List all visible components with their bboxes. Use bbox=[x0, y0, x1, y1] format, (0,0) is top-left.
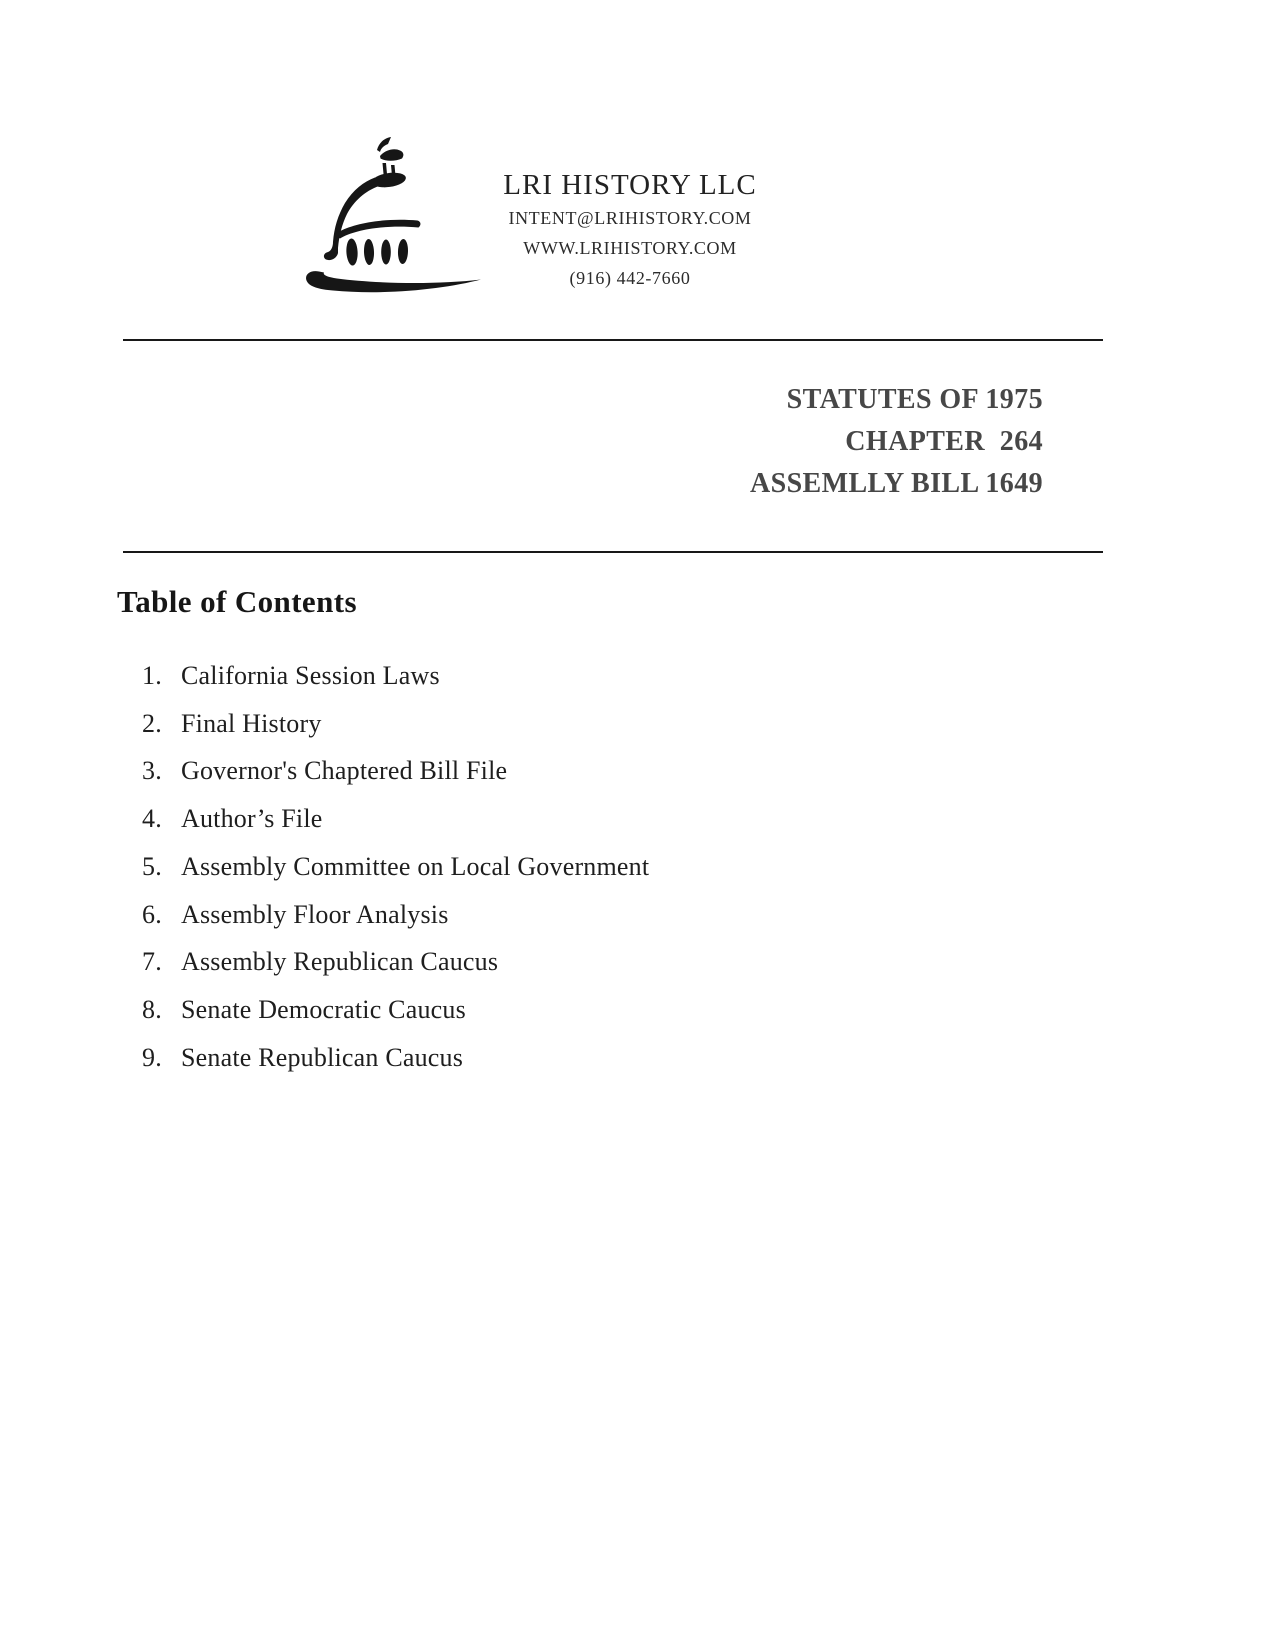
toc-list bbox=[142, 652, 649, 1081]
toc-item-number: 9. bbox=[142, 1042, 162, 1072]
toc-item-number: 8. bbox=[142, 994, 162, 1024]
logo-tick-1 bbox=[383, 163, 388, 174]
toc-item-number: 7. bbox=[142, 947, 162, 977]
company-website: WWW.LRIHISTORY.COM bbox=[523, 238, 737, 258]
toc-item-label: California Session Laws bbox=[181, 661, 440, 690]
title-line-bill: ASSEMLLY BILL 1649 bbox=[749, 468, 1043, 499]
company-email: INTENT@LRIHISTORY.COM bbox=[508, 208, 752, 228]
toc-item bbox=[142, 795, 649, 843]
horizontal-rule-top bbox=[123, 339, 1103, 341]
toc-item-label: Assembly Republican Caucus bbox=[181, 947, 499, 977]
toc-item bbox=[142, 891, 649, 939]
toc-item bbox=[142, 1034, 649, 1082]
toc-item-label: Senate Republican Caucus bbox=[181, 1042, 464, 1072]
letterhead bbox=[430, 167, 830, 293]
company-name: LRI HISTORY LLC bbox=[503, 169, 757, 201]
toc-item-label: Assembly Floor Analysis bbox=[181, 899, 449, 929]
title-line-statutes: STATUTES OF 1975 bbox=[786, 384, 1043, 415]
logo-column-3 bbox=[381, 240, 391, 265]
toc-item bbox=[142, 986, 649, 1034]
toc-item-label: Final History bbox=[181, 708, 322, 738]
toc-item bbox=[142, 747, 649, 795]
horizontal-rule-bottom bbox=[123, 551, 1103, 553]
logo-column-2 bbox=[364, 239, 375, 265]
toc-item-label: Governor's Chaptered Bill File bbox=[181, 756, 508, 786]
toc-item-number: 3. bbox=[142, 756, 162, 786]
toc-item-label: Senate Democratic Caucus bbox=[181, 994, 466, 1024]
toc-item-label: Author’s File bbox=[181, 804, 323, 834]
toc-item-number: 4. bbox=[142, 804, 162, 834]
company-phone: (916) 442-7660 bbox=[569, 268, 691, 288]
toc-item bbox=[142, 843, 649, 891]
toc-item bbox=[142, 938, 649, 986]
logo-entablature bbox=[338, 220, 421, 239]
document-title bbox=[750, 379, 1043, 505]
logo-flag-stroke bbox=[377, 137, 391, 152]
toc-item bbox=[142, 652, 649, 700]
toc-item-number: 6. bbox=[142, 899, 162, 929]
toc-item-label: Assembly Committee on Local Government bbox=[181, 851, 650, 881]
toc-item-number: 2. bbox=[142, 708, 162, 738]
logo-column-4 bbox=[398, 239, 409, 264]
toc-item-number: 1. bbox=[142, 661, 162, 690]
toc-item bbox=[142, 700, 649, 748]
logo-column-1 bbox=[346, 238, 359, 266]
logo-flag-blob bbox=[380, 149, 403, 161]
toc-item-number: 5. bbox=[142, 851, 162, 881]
title-line-chapter: CHAPTER 264 bbox=[845, 426, 1043, 457]
toc-heading: Table of Contents bbox=[117, 584, 357, 619]
